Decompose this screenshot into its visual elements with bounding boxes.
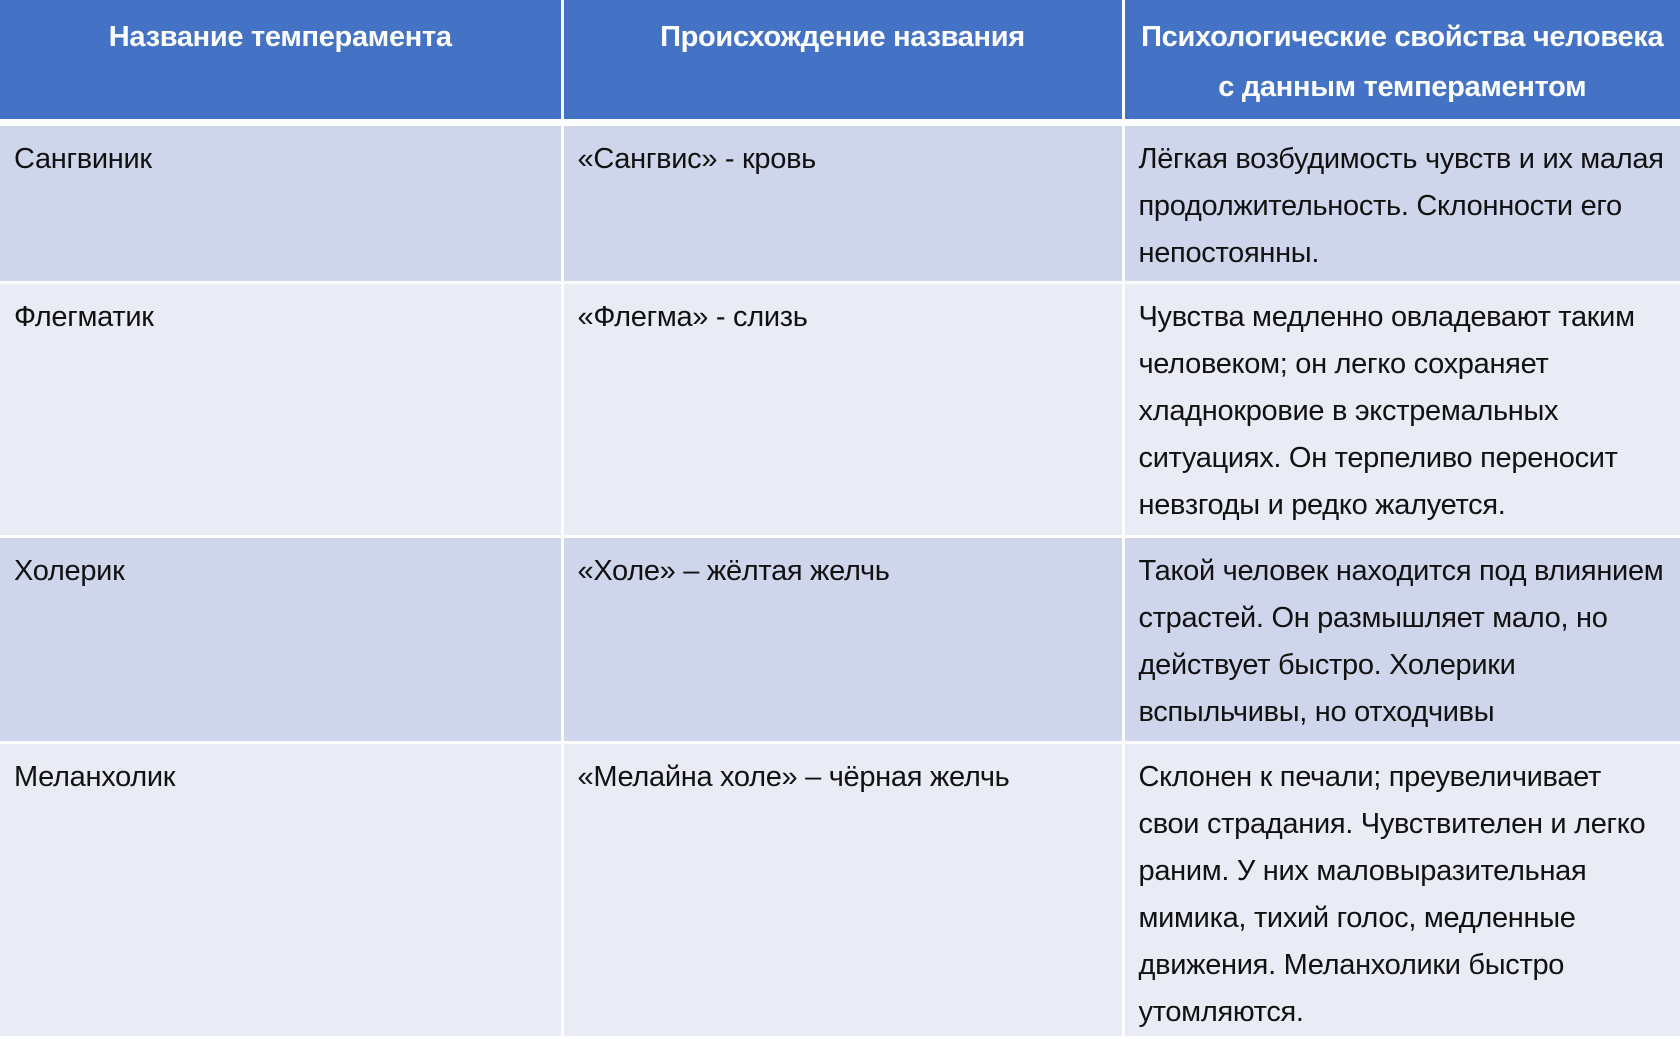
header-psychological-properties: Психологические свойства человека с данным темпераментом: [1123, 0, 1680, 122]
cell-name-origin: «Холе» – жёлтая желчь: [562, 536, 1123, 742]
cell-temperament-name: Меланхолик: [0, 742, 562, 1037]
cell-name-origin: «Флегма» - слизь: [562, 282, 1123, 536]
cell-psychological-properties: Такой человек находится под влиянием страстей. Он размышляет мало, но действует быстро. Холерики вспыльчивы, но отходчивы: [1123, 536, 1680, 742]
header-temperament-name: Название темперамента: [0, 0, 562, 122]
cell-temperament-name: Флегматик: [0, 282, 562, 536]
table-body: [0, 122, 1680, 1037]
cell-psychological-properties: Склонен к печали; преувеличивает свои страдания. Чувствителен и легко раним. У них маловыразительная мимика, тихий голос, медленные движения. Меланхолики быстро утомляются.: [1123, 742, 1680, 1037]
cell-psychological-properties: Лёгкая возбудимость чувств и их малая продолжительность. Склонности его непостоянны.: [1123, 122, 1680, 282]
table-row: [0, 122, 1680, 282]
table-row: [0, 282, 1680, 536]
table-header: [0, 0, 1680, 122]
cell-temperament-name: Сангвиник: [0, 122, 562, 282]
cell-psychological-properties: Чувства медленно овладевают таким человеком; он легко сохраняет хладнокровие в экстремальных ситуациях. Он терпеливо переносит невзгоды и редко жалуется.: [1123, 282, 1680, 536]
header-name-origin: Происхождение названия: [562, 0, 1123, 122]
cell-temperament-name: Холерик: [0, 536, 562, 742]
table-row: [0, 536, 1680, 742]
header-row: [0, 0, 1680, 122]
table-row: [0, 742, 1680, 1037]
cell-name-origin: «Сангвис» - кровь: [562, 122, 1123, 282]
cell-name-origin: «Мелайна холе» – чёрная желчь: [562, 742, 1123, 1037]
